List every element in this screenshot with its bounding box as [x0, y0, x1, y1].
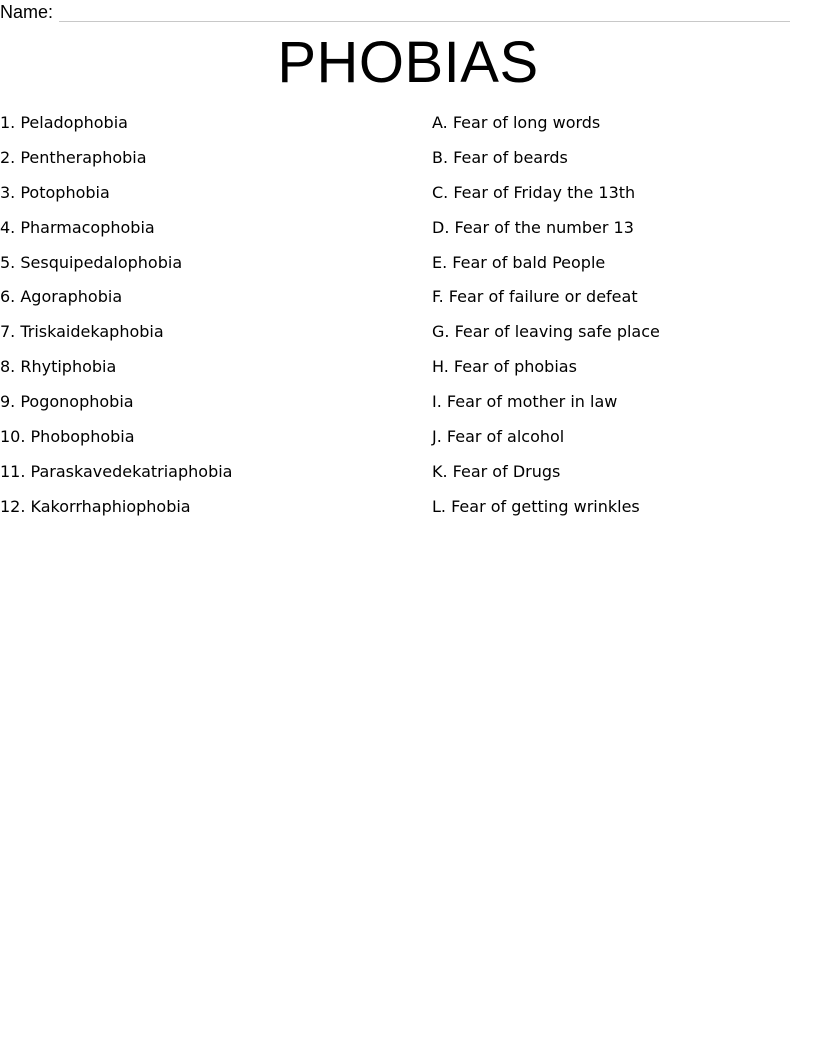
- definition-item: H. Fear of phobias: [432, 357, 577, 377]
- term-item: 7. Triskaidekaphobia: [0, 322, 164, 342]
- page-title: PHOBIAS: [277, 30, 539, 95]
- name-write-line: [59, 4, 790, 22]
- definition-item: B. Fear of beards: [432, 147, 568, 167]
- definition-item: D. Fear of the number 13: [432, 217, 634, 237]
- definition-item: A. Fear of long words: [432, 113, 601, 132]
- term-item: 12. Kakorrhaphiophobia: [0, 496, 191, 516]
- definition-item: G. Fear of leaving safe place: [432, 322, 660, 342]
- definition-item: K. Fear of Drugs: [432, 461, 561, 481]
- term-item: 1. Peladophobia: [0, 113, 128, 132]
- term-item: 5. Sesquipedalophobia: [0, 252, 183, 272]
- definitions-column: [432, 112, 812, 531]
- name-label: Name:: [0, 2, 54, 22]
- definition-item: E. Fear of bald People: [432, 252, 606, 272]
- definition-item: J. Fear of alcohol: [432, 427, 565, 447]
- terms-column: [0, 112, 410, 531]
- definition-item: C. Fear of Friday the 13th: [432, 182, 636, 202]
- definition-item: F. Fear of failure or defeat: [432, 287, 638, 307]
- term-item: 11. Paraskavedekatriaphobia: [0, 461, 233, 481]
- definition-item: I. Fear of mother in law: [432, 392, 618, 412]
- term-item: 6. Agoraphobia: [0, 287, 123, 307]
- term-item: 2. Pentheraphobia: [0, 147, 147, 167]
- term-item: 4. Pharmacophobia: [0, 217, 155, 237]
- name-field-row: [0, 0, 790, 22]
- term-item: 8. Rhytiphobia: [0, 357, 117, 377]
- term-item: 3. Potophobia: [0, 182, 110, 202]
- term-item: 10. Phobophobia: [0, 427, 135, 447]
- definition-item: L. Fear of getting wrinkles: [432, 496, 640, 516]
- term-item: 9. Pogonophobia: [0, 392, 134, 412]
